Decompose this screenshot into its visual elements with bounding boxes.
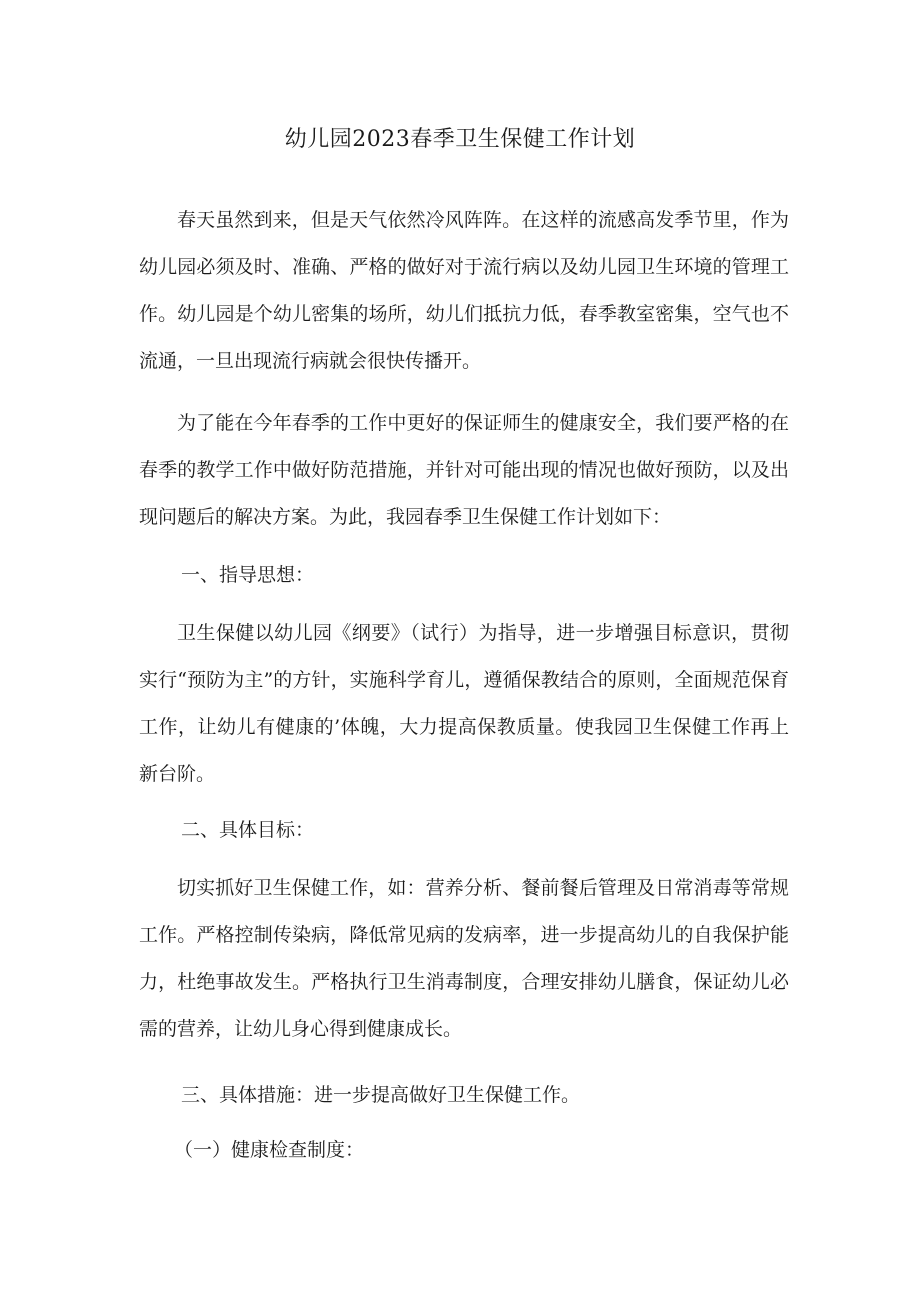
section-1-heading: 一、指导思想：	[181, 564, 315, 586]
document-title: 幼儿园2023春季卫生保健工作计划	[284, 127, 636, 152]
intro-paragraph-1: 春天虽然到来，但是天气依然冷风阵阵。在这样的流感高发季节里，作为幼儿园必须及时、准确、严格的做好对于流行病以及幼儿园卫生环境的管理工作。幼儿园是个幼儿密集的场所，幼儿们抵抗力低，春季教室密集，空气也不流通，一旦出现流行病就会很快传播开。	[139, 209, 789, 372]
section-2-heading: 二、具体目标：	[181, 819, 315, 841]
section-2-body: 切实抓好卫生保健工作，如：营养分析、餐前餐后管理及日常消毒等常规工作。严格控制传染病，降低常见病的发病率，进一步提高幼儿的自我保护能力，杜绝事故发生。严格执行卫生消毒制度，合理安排幼儿膳食，保证幼儿必需的营养，让幼儿身心得到健康成长。	[139, 877, 789, 1040]
section-3-heading: 三、具体措施：进一步提高做好卫生保健工作。	[181, 1084, 581, 1106]
subsection-1-heading: （一）健康检查制度：	[174, 1139, 365, 1161]
intro-paragraph-2: 为了能在今年春季的工作中更好的保证师生的健康安全，我们要严格的在春季的教学工作中做好防范措施，并针对可能出现的情况也做好预防，以及出现问题后的解决方案。为此，我园春季卫生保健工作计划如下：	[139, 412, 789, 528]
section-1-body: 卫生保健以幼儿园《纲要》（试行）为指导，进一步增强目标意识，贯彻实行“预防为主”的方针，实施科学育儿，遵循保教结合的原则，全面规范保育工作，让幼儿有健康的’体魄，大力提高保教质量。使我园卫生保健工作再上新台阶。	[139, 622, 789, 785]
